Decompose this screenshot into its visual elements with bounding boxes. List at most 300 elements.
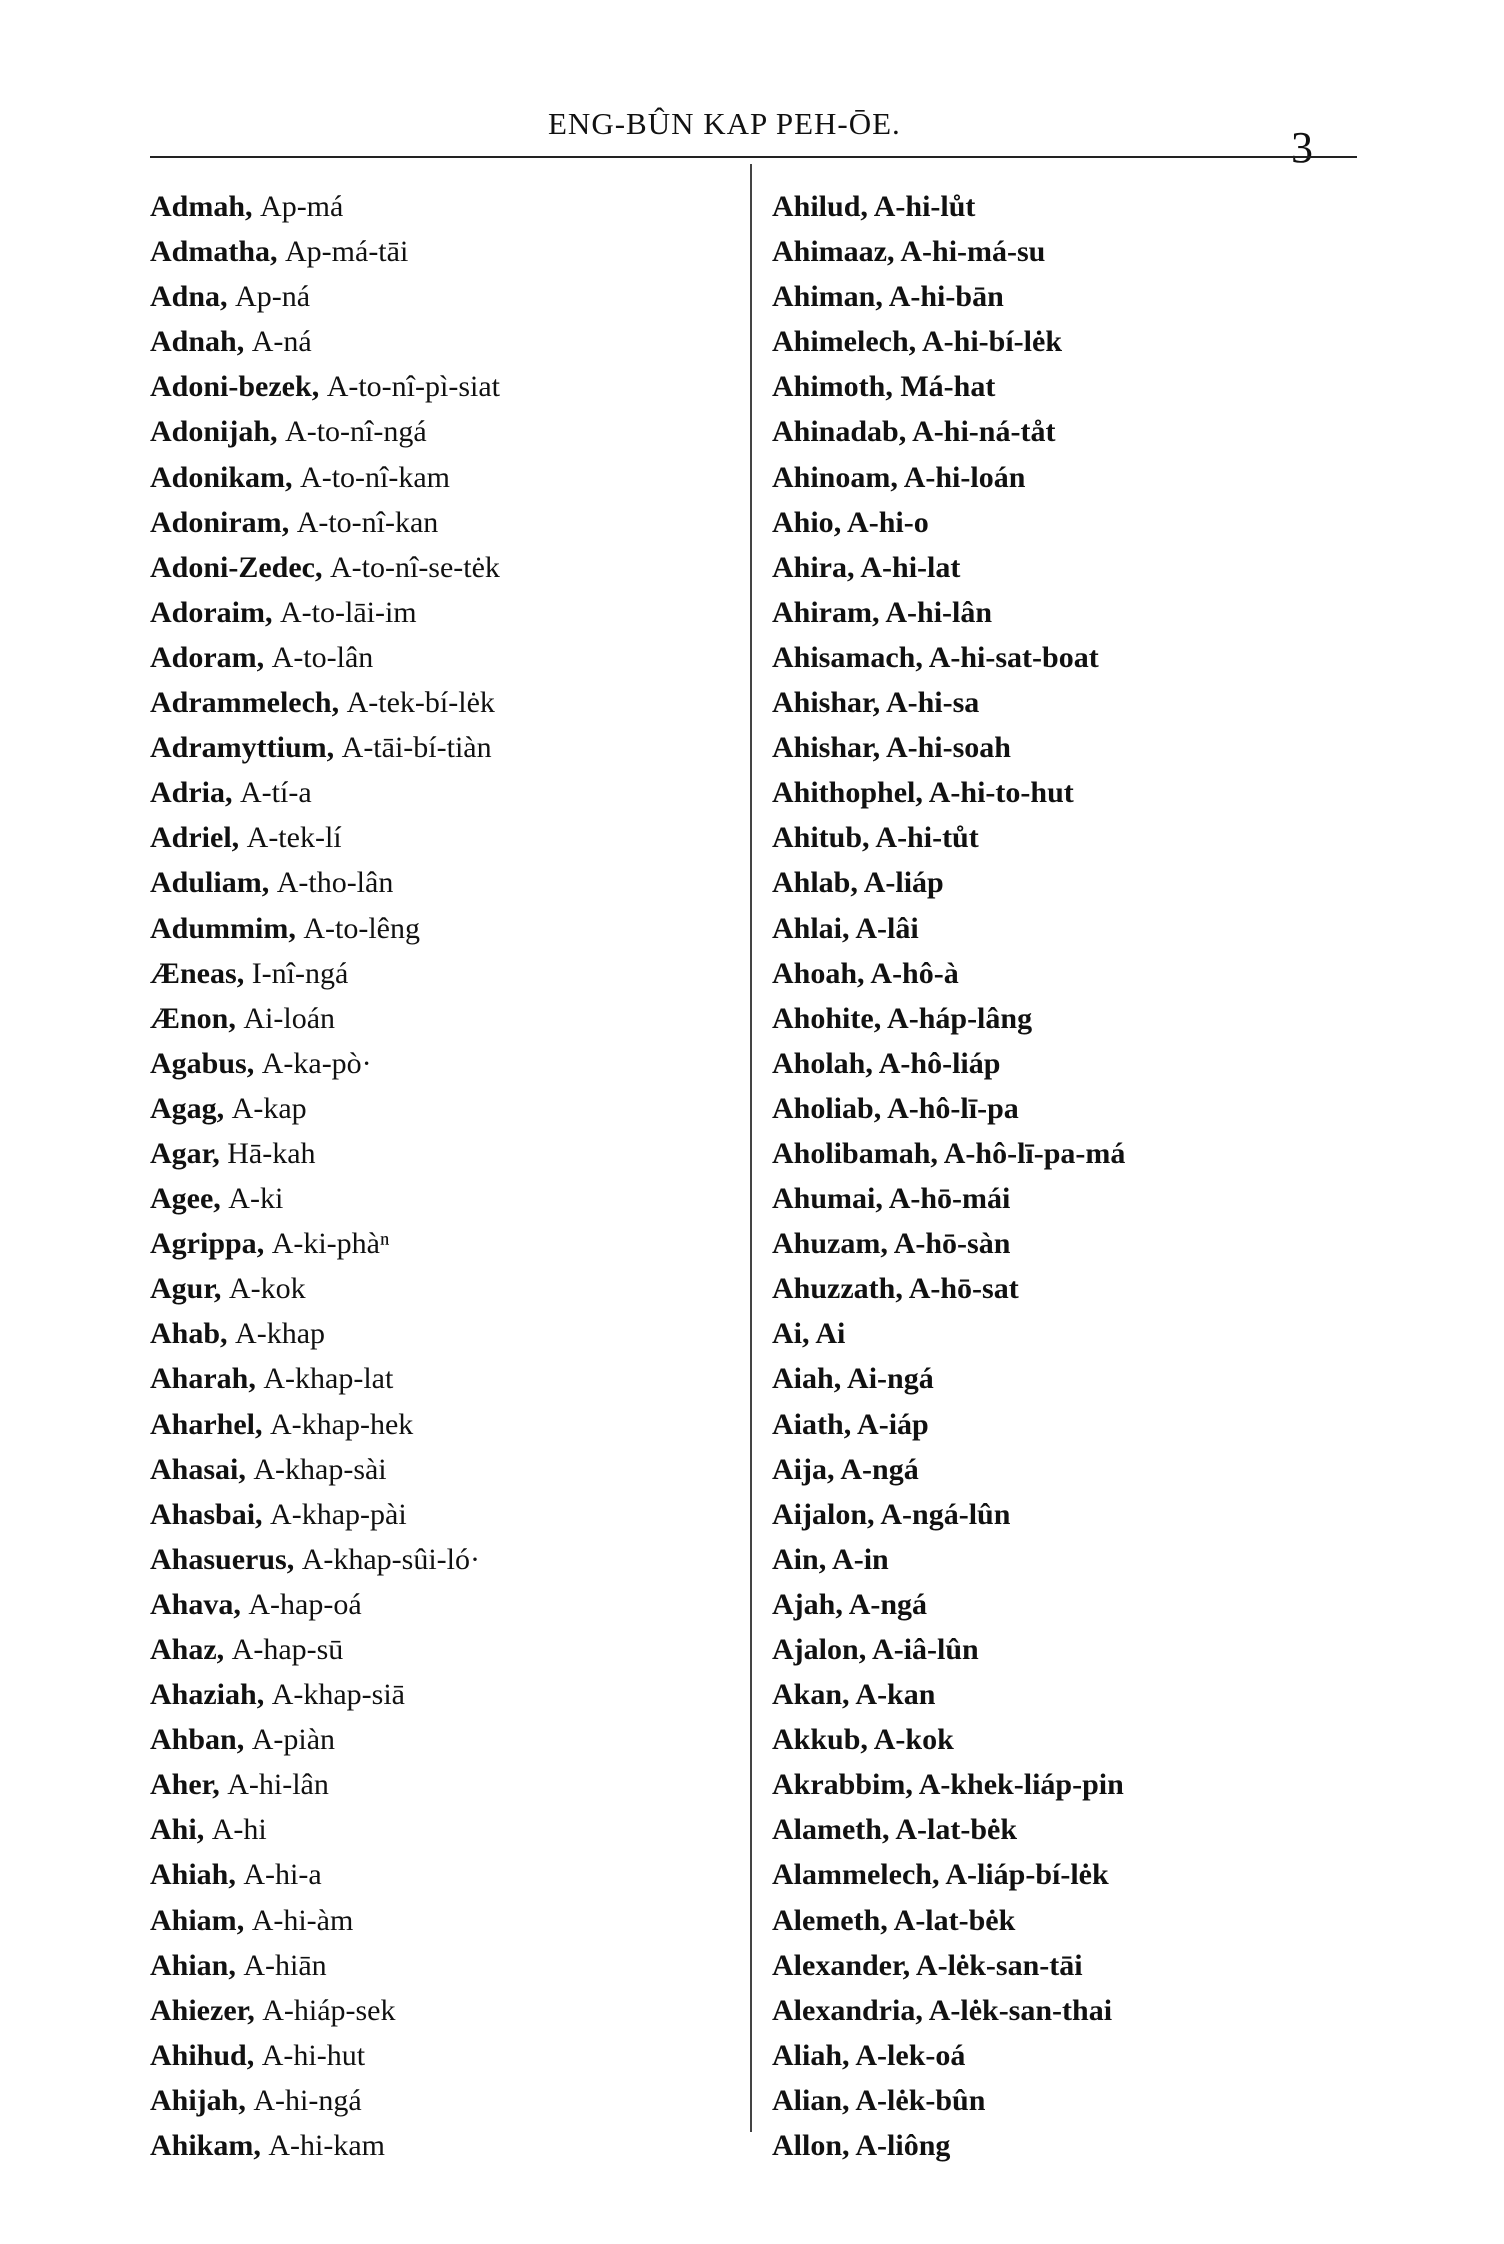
- dictionary-entry: [772, 500, 1352, 545]
- entry-separator: ,: [220, 1317, 236, 1351]
- entry-separator: ,: [860, 1723, 874, 1757]
- header-rule: [150, 156, 1357, 158]
- entry-gloss: A-hi-sat-boat: [928, 640, 1099, 674]
- entry-separator: ,: [885, 370, 901, 404]
- entry-gloss: A-hi-soah: [885, 731, 1011, 765]
- dictionary-entry: [772, 184, 1352, 229]
- running-header: ENG-BÛN KAP PEH-ŌE.: [548, 106, 901, 141]
- entry-separator: ,: [915, 640, 929, 674]
- dictionary-entry: [772, 1086, 1352, 1131]
- entry-term: Ahaziah: [150, 1678, 257, 1712]
- dictionary-entry: [150, 1402, 730, 1447]
- entry-term: Ahikam: [150, 2129, 254, 2163]
- entry-separator: ,: [228, 1948, 244, 1982]
- entry-term: Agee: [150, 1182, 214, 1216]
- column-divider: [750, 164, 752, 2132]
- entry-gloss: A-hō-mái: [888, 1182, 1011, 1216]
- entry-gloss: A-liáp: [863, 866, 944, 900]
- entry-term: Ahira: [772, 550, 847, 584]
- dictionary-entry: [772, 1898, 1352, 1943]
- dictionary-entry: [772, 725, 1352, 770]
- entry-term: Alexander: [772, 1948, 903, 1982]
- dictionary-entry: [150, 409, 730, 454]
- entry-gloss: A-kap: [231, 1091, 307, 1125]
- entry-gloss: Ai: [815, 1317, 846, 1351]
- entry-separator: ,: [898, 415, 913, 449]
- entry-separator: ,: [842, 1678, 856, 1712]
- entry-gloss: A-hi-lůt: [873, 190, 976, 223]
- entry-separator: ,: [873, 1001, 888, 1035]
- dictionary-entry: [150, 1807, 730, 1852]
- dictionary-entry: [772, 1672, 1352, 1717]
- entry-separator: ,: [887, 235, 901, 269]
- entry-gloss: A-hi-loán: [903, 460, 1026, 494]
- entry-gloss: A-hô-lī-pa: [887, 1091, 1019, 1125]
- dictionary-entry: [150, 590, 730, 635]
- dictionary-entry: [150, 2123, 730, 2168]
- entry-term: Agur: [150, 1272, 214, 1306]
- entry-separator: ,: [238, 1452, 254, 1486]
- entry-gloss: A-hap-oá: [248, 1587, 362, 1621]
- entry-separator: ,: [261, 866, 277, 900]
- entry-gloss: A-lėk-san-tāi: [915, 1948, 1083, 1982]
- dictionary-entry: [772, 1266, 1352, 1311]
- dictionary-entry: [772, 1221, 1352, 1266]
- entry-term: Ajalon: [772, 1633, 859, 1666]
- dictionary-entry: [150, 906, 730, 951]
- entry-term: Aiah: [772, 1362, 834, 1396]
- entry-term: Ahab: [150, 1317, 221, 1351]
- dictionary-entry: [150, 1311, 730, 1356]
- dictionary-entry: [772, 319, 1352, 364]
- entry-gloss: Ap-ná: [235, 280, 311, 314]
- entry-term: Ahihud: [150, 2038, 247, 2072]
- entry-gloss: A-hi-to-hut: [928, 776, 1074, 810]
- entry-gloss: A-tho-lân: [276, 866, 394, 900]
- entry-term: Ahijah: [150, 2083, 239, 2117]
- entry-separator: ,: [315, 550, 330, 584]
- entry-separator: ,: [802, 1317, 816, 1351]
- entry-separator: ,: [895, 1272, 909, 1306]
- entry-separator: ,: [818, 1542, 833, 1576]
- entry-gloss: A-hi-lat: [860, 550, 961, 584]
- dictionary-entry: [150, 1131, 730, 1176]
- entry-term: Adoram: [150, 640, 257, 674]
- dictionary-entry: [772, 1131, 1352, 1176]
- entry-separator: ,: [256, 1227, 272, 1261]
- entry-term: Adria: [150, 776, 225, 810]
- entry-term: Ahinadab: [772, 415, 899, 449]
- entry-term: Ahiezer: [150, 1993, 248, 2027]
- entry-separator: ,: [216, 1091, 232, 1125]
- entry-term: Ahi: [150, 1813, 197, 1847]
- entry-term: Adoniram: [150, 505, 282, 539]
- entry-separator: ,: [216, 1633, 232, 1666]
- entry-term: Agag: [150, 1091, 217, 1125]
- dictionary-entry: [772, 860, 1352, 905]
- entry-gloss: A-kan: [855, 1678, 936, 1712]
- entry-gloss: A-hi-kam: [268, 2129, 385, 2163]
- entry-separator: ,: [872, 595, 886, 629]
- entry-gloss: A-ngá: [840, 1452, 919, 1486]
- entry-gloss: A-to-lân: [271, 640, 374, 674]
- dictionary-entry: [772, 1943, 1352, 1988]
- entry-term: Adummim: [150, 911, 289, 945]
- entry-term: Akkub: [772, 1723, 861, 1757]
- dictionary-entry: [150, 996, 730, 1041]
- entry-separator: ,: [908, 325, 922, 359]
- entry-gloss: A-lek-oá: [855, 2038, 966, 2072]
- dictionary-entry: [772, 1447, 1352, 1492]
- entry-term: Adoni-bezek: [150, 370, 312, 404]
- entry-gloss: Má-hat: [900, 370, 996, 404]
- entry-term: Aher: [150, 1768, 213, 1802]
- entry-separator: ,: [236, 325, 252, 359]
- entry-gloss: A-hō-sàn: [893, 1227, 1011, 1261]
- dictionary-entry: [772, 680, 1352, 725]
- entry-gloss: A-hi-hut: [261, 2038, 366, 2072]
- entry-separator: ,: [872, 731, 886, 765]
- dictionary-entry: [772, 2033, 1352, 2078]
- entry-gloss: A-ngá-lûn: [880, 1497, 1011, 1531]
- dictionary-entry: [150, 500, 730, 545]
- entry-separator: ,: [255, 1407, 270, 1441]
- entry-term: Ahishar: [772, 686, 873, 720]
- entry-separator: ,: [833, 505, 848, 539]
- dictionary-entry: [150, 274, 730, 319]
- entry-gloss: A-hap-sū: [231, 1633, 344, 1666]
- dictionary-entry: [150, 1762, 730, 1807]
- entry-gloss: I-nî-ngá: [251, 956, 349, 990]
- entry-separator: ,: [253, 2129, 269, 2163]
- entry-term: Ahohite: [772, 1001, 874, 1035]
- entry-separator: ,: [256, 1678, 272, 1712]
- entry-gloss: A-hi: [211, 1813, 267, 1847]
- dictionary-entry: [150, 1898, 730, 1943]
- entry-gloss: A-ka-pò·: [261, 1046, 372, 1080]
- entry-gloss: A-ná: [251, 325, 312, 359]
- entry-term: Allon: [772, 2129, 843, 2163]
- entry-gloss: A-hi-o: [847, 505, 929, 539]
- entry-term: Alammelech: [772, 1858, 932, 1892]
- dictionary-entry: [150, 2033, 730, 2078]
- entry-separator: ,: [843, 1407, 858, 1441]
- dictionary-entry: [772, 1988, 1352, 2033]
- dictionary-entry: [772, 545, 1352, 590]
- dictionary-entry: [150, 1852, 730, 1897]
- entry-term: Aijalon: [772, 1497, 868, 1531]
- dictionary-entry: [772, 1176, 1352, 1221]
- entry-term: Ahinoam: [772, 460, 891, 494]
- entry-gloss: A-khek-liáp-pin: [918, 1768, 1124, 1802]
- dictionary-entry: [150, 545, 730, 590]
- entry-separator: ,: [212, 1768, 228, 1802]
- entry-term: Adrammelech: [150, 686, 332, 720]
- dictionary-entry: [150, 184, 730, 229]
- entry-term: Adonijah: [150, 415, 271, 449]
- dictionary-entry: [150, 815, 730, 860]
- entry-gloss: Ai-ngá: [847, 1362, 934, 1396]
- entry-separator: ,: [246, 2038, 262, 2072]
- entry-gloss: A-iáp: [857, 1407, 929, 1441]
- entry-separator: ,: [872, 686, 886, 720]
- entry-separator: ,: [930, 1136, 944, 1170]
- entry-gloss: A-hi-àm: [251, 1903, 354, 1937]
- entry-term: Aholiab: [772, 1091, 874, 1125]
- entry-term: Ahimaaz: [772, 235, 887, 269]
- entry-separator: ,: [255, 1497, 271, 1531]
- entry-gloss: A-hi-tůt: [875, 821, 979, 855]
- dictionary-entry: [772, 590, 1352, 635]
- dictionary-entry: [772, 229, 1352, 274]
- dictionary-entry: [772, 1402, 1352, 1447]
- entry-separator: ,: [915, 776, 929, 810]
- entry-gloss: A-háp-lâng: [887, 1001, 1033, 1035]
- entry-term: Ajah: [772, 1587, 836, 1621]
- entry-term: Ahisamach: [772, 640, 916, 674]
- entry-gloss: A-to-nî-pì-siat: [326, 370, 500, 404]
- entry-gloss: A-liông: [855, 2129, 951, 2163]
- entry-gloss: A-ki: [228, 1182, 284, 1216]
- entry-gloss: A-hi-ná-tåt: [912, 415, 1056, 449]
- entry-term: Ahumai: [772, 1182, 876, 1216]
- dictionary-entry: [150, 860, 730, 905]
- entry-separator: ,: [247, 1993, 263, 2027]
- dictionary-entry: [150, 319, 730, 364]
- entry-separator: ,: [225, 776, 240, 810]
- entry-gloss: A-hô-lī-pa-má: [943, 1136, 1126, 1170]
- entry-gloss: A-lat-bėk: [895, 1813, 1017, 1847]
- entry-gloss: A-khap-sài: [253, 1452, 387, 1486]
- entry-separator: ,: [842, 911, 856, 945]
- dictionary-entry: [150, 1176, 730, 1221]
- entry-separator: ,: [827, 1452, 841, 1486]
- entry-term: Ahava: [150, 1587, 234, 1621]
- dictionary-entry: [772, 455, 1352, 500]
- entry-separator: ,: [860, 190, 874, 223]
- dictionary-entry: [772, 770, 1352, 815]
- entry-separator: ,: [220, 280, 236, 314]
- entry-gloss: A-ngá: [848, 1587, 928, 1621]
- entry-term: Ain: [772, 1542, 819, 1576]
- entry-gloss: A-hi-lân: [885, 595, 993, 629]
- entry-gloss: A-hô-à: [870, 956, 959, 990]
- dictionary-entry: [150, 725, 730, 770]
- entry-separator: ,: [228, 1858, 244, 1892]
- dictionary-entry: [150, 1041, 730, 1086]
- dictionary-entry: [150, 1943, 730, 1988]
- entry-gloss: A-to-lêng: [303, 911, 420, 945]
- entry-gloss: A-kok: [873, 1723, 954, 1757]
- entry-gloss: A-to-lāi-im: [280, 595, 417, 629]
- entry-gloss: A-khap-lat: [263, 1362, 394, 1396]
- entry-term: Ahban: [150, 1723, 237, 1757]
- entry-separator: ,: [842, 2129, 856, 2163]
- entry-separator: ,: [842, 2083, 856, 2117]
- entry-separator: ,: [196, 1813, 212, 1847]
- entry-separator: ,: [931, 1858, 946, 1892]
- entry-gloss: A-lâi: [855, 911, 919, 945]
- entry-term: Ænon: [150, 1001, 229, 1035]
- entry-gloss: A-khap-pài: [270, 1497, 407, 1531]
- entry-term: Admatha: [150, 235, 271, 269]
- entry-term: Ahilud: [772, 190, 861, 223]
- entry-term: Ahoah: [772, 956, 858, 990]
- entry-gloss: A-khap-hek: [270, 1407, 414, 1441]
- entry-term: Aholah: [772, 1046, 866, 1080]
- dictionary-entry: [150, 2078, 730, 2123]
- entry-term: Ahishar: [772, 731, 873, 765]
- entry-separator: ,: [915, 1993, 929, 2027]
- entry-term: Adoni-Zedec: [150, 550, 315, 584]
- entry-term: Æneas: [150, 956, 237, 990]
- entry-term: Ahiman: [772, 280, 876, 314]
- entry-term: Ahimoth: [772, 370, 886, 404]
- entry-separator: ,: [890, 460, 904, 494]
- dictionary-entry: [150, 635, 730, 680]
- dictionary-entry: [772, 1762, 1352, 1807]
- entry-gloss: A-ki-phàⁿ: [271, 1227, 390, 1261]
- entry-term: Alemeth: [772, 1903, 881, 1937]
- entry-gloss: Ap-má-tāi: [285, 235, 409, 269]
- dictionary-entry: [150, 229, 730, 274]
- entry-term: Ahasai: [150, 1452, 239, 1486]
- entry-term: Alian: [772, 2083, 843, 2117]
- entry-separator: ,: [311, 370, 327, 404]
- entry-separator: ,: [236, 956, 252, 990]
- entry-term: Alexandria: [772, 1993, 916, 2027]
- entry-separator: ,: [246, 1046, 262, 1080]
- dictionary-entry: [150, 1086, 730, 1131]
- dictionary-entry: [772, 274, 1352, 319]
- dictionary-entry: [772, 1492, 1352, 1537]
- entry-separator: ,: [862, 821, 876, 855]
- entry-gloss: A-khap-siā: [271, 1678, 405, 1712]
- entry-separator: ,: [270, 415, 286, 449]
- dictionary-entry: [772, 2078, 1352, 2123]
- entry-gloss: A-tek-bí-lėk: [346, 686, 495, 720]
- entry-gloss: A-khap-sûi-ló·: [301, 1542, 480, 1576]
- entry-gloss: A-piàn: [251, 1723, 336, 1757]
- entry-separator: ,: [857, 956, 871, 990]
- entry-term: Ahuzam: [772, 1227, 881, 1261]
- entry-separator: ,: [236, 1723, 252, 1757]
- right-column: [772, 184, 1352, 2168]
- entry-separator: ,: [880, 1227, 894, 1261]
- entry-separator: ,: [858, 1633, 873, 1666]
- dictionary-entry: [772, 815, 1352, 860]
- entry-separator: ,: [875, 1182, 889, 1216]
- dictionary-entry: [150, 680, 730, 725]
- entry-gloss: A-liáp-bí-lėk: [945, 1858, 1109, 1892]
- entry-term: Ahasuerus: [150, 1542, 287, 1576]
- entry-term: Aholibamah: [772, 1136, 931, 1170]
- entry-separator: ,: [213, 1182, 229, 1216]
- dictionary-entry: [150, 1447, 730, 1492]
- entry-separator: ,: [865, 1046, 879, 1080]
- entry-separator: ,: [867, 1497, 881, 1531]
- dictionary-entry: [772, 2123, 1352, 2168]
- entry-term: Adna: [150, 280, 221, 314]
- entry-term: Ai: [772, 1317, 802, 1351]
- dictionary-entry: [772, 951, 1352, 996]
- dictionary-entry: [150, 1537, 730, 1582]
- entry-gloss: A-hi-a: [243, 1858, 322, 1892]
- entry-term: Aija: [772, 1452, 827, 1486]
- dictionary-entry: [150, 1717, 730, 1762]
- entry-separator: ,: [326, 731, 342, 765]
- entry-term: Akrabbim: [772, 1768, 906, 1802]
- dictionary-entry: [772, 996, 1352, 1041]
- entry-gloss: Ap-má: [260, 190, 344, 223]
- entry-term: Ahiah: [150, 1858, 229, 1892]
- entry-term: Ahiram: [772, 595, 872, 629]
- entry-separator: ,: [881, 1813, 896, 1847]
- entry-gloss: A-hiān: [243, 1948, 327, 1982]
- entry-separator: ,: [847, 550, 861, 584]
- entry-separator: ,: [245, 190, 261, 223]
- entry-separator: ,: [905, 1768, 919, 1802]
- entry-separator: ,: [902, 1948, 916, 1982]
- entry-gloss: A-hi-bí-lėk: [922, 325, 1063, 359]
- entry-gloss: Hā-kah: [227, 1136, 316, 1170]
- entry-separator: ,: [880, 1903, 894, 1937]
- entry-gloss: A-hô-liáp: [878, 1046, 1001, 1080]
- entry-term: Ahlai: [772, 911, 843, 945]
- entry-separator: ,: [248, 1362, 264, 1396]
- dictionary-entry: [772, 1582, 1352, 1627]
- entry-term: Ahiam: [150, 1903, 237, 1937]
- entry-separator: ,: [842, 2038, 856, 2072]
- entry-gloss: A-to-nî-se-tėk: [330, 550, 500, 584]
- entry-separator: ,: [875, 280, 889, 314]
- entry-separator: ,: [288, 911, 304, 945]
- entry-separator: ,: [256, 640, 272, 674]
- entry-term: Aliah: [772, 2038, 843, 2072]
- entry-gloss: A-khap: [235, 1317, 326, 1351]
- entry-separator: ,: [233, 1587, 249, 1621]
- entry-gloss: A-kok: [228, 1272, 306, 1306]
- dictionary-entry: [150, 1492, 730, 1537]
- entry-term: Agabus: [150, 1046, 247, 1080]
- dictionary-entry: [772, 1627, 1352, 1672]
- entry-separator: ,: [285, 460, 301, 494]
- entry-gloss: A-tí-a: [240, 776, 312, 810]
- entry-separator: ,: [850, 866, 864, 900]
- entry-term: Akan: [772, 1678, 843, 1712]
- dictionary-entry: [150, 364, 730, 409]
- entry-separator: ,: [833, 1362, 848, 1396]
- entry-separator: ,: [228, 1001, 244, 1035]
- entry-separator: ,: [873, 1091, 888, 1125]
- entry-term: Adriel: [150, 821, 232, 855]
- dictionary-entry: [772, 1537, 1352, 1582]
- entry-gloss: A-hi-lân: [227, 1768, 329, 1802]
- entry-term: Agar: [150, 1136, 213, 1170]
- entry-gloss: A-iâ-lûn: [872, 1633, 979, 1666]
- page-number: 3: [1291, 123, 1313, 172]
- entry-gloss: A-tek-lí: [246, 821, 342, 855]
- entry-gloss: A-hi-sa: [885, 686, 980, 720]
- entry-term: Alameth: [772, 1813, 882, 1847]
- dictionary-entry: [772, 1311, 1352, 1356]
- entry-separator: ,: [270, 235, 286, 269]
- dictionary-entry: [772, 1717, 1352, 1762]
- entry-gloss: Ai-loán: [243, 1001, 336, 1035]
- entry-gloss: A-to-nî-kam: [300, 460, 451, 494]
- dictionary-entry: [150, 1672, 730, 1717]
- entry-term: Adnah: [150, 325, 237, 359]
